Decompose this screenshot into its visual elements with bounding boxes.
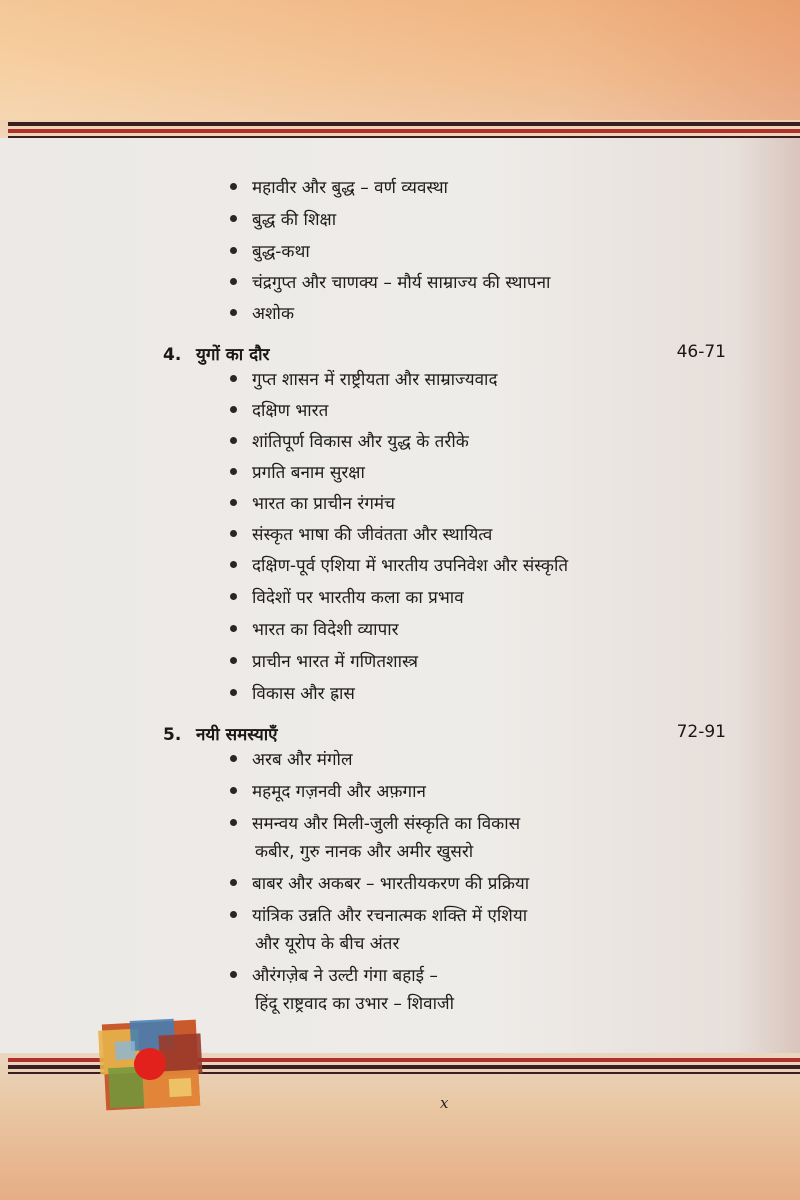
bullet-icon <box>230 183 237 190</box>
bullet-icon <box>230 437 237 444</box>
bullet-icon <box>230 593 237 600</box>
list-item: गुप्त शासन में राष्ट्रीयता और साम्राज्यवाद <box>230 370 498 390</box>
list-item: यांत्रिक उन्नति और रचनात्मक शक्ति में एशिया <box>230 906 527 926</box>
bullet-icon <box>230 879 237 886</box>
page-number: x <box>440 1094 449 1112</box>
chapter-5-heading: 5. नयी समस्याएँ <box>163 725 278 745</box>
bullet-icon <box>230 499 237 506</box>
bullet-icon <box>230 819 237 826</box>
bullet-icon <box>230 375 237 382</box>
bullet-icon <box>230 561 237 568</box>
decorative-collage-icon <box>96 1015 207 1114</box>
bullet-icon <box>230 309 237 316</box>
list-item: अशोक <box>230 304 294 324</box>
list-item-continuation: कबीर, गुरु नानक और अमीर खुसरो <box>255 842 474 862</box>
list-item: समन्वय और मिली-जुली संस्कृति का विकास <box>230 814 520 834</box>
bullet-icon <box>230 215 237 222</box>
list-item: बुद्ध-कथा <box>230 242 310 262</box>
list-item: शांतिपूर्ण विकास और युद्ध के तरीके <box>230 432 469 452</box>
list-item: बाबर और अकबर – भारतीयकरण की प्रक्रिया <box>230 874 529 894</box>
bullet-icon <box>230 247 237 254</box>
chapter-4-pages: 46-71 <box>676 342 726 362</box>
list-item: महमूद गज़नवी और अफ़गान <box>230 782 426 802</box>
bullet-icon <box>230 971 237 978</box>
bullet-icon <box>230 755 237 762</box>
list-item: विदेशों पर भारतीय कला का प्रभाव <box>230 588 464 608</box>
list-item: महावीर और बुद्ध – वर्ण व्यवस्था <box>230 178 448 198</box>
bullet-icon <box>230 787 237 794</box>
list-item-continuation: हिंदू राष्ट्रवाद का उभार – शिवाजी <box>255 994 455 1014</box>
bullet-icon <box>230 911 237 918</box>
list-item: संस्कृत भाषा की जीवंतता और स्थायित्व <box>230 525 492 545</box>
list-item: औरंगज़ेब ने उल्टी गंगा बहाई – <box>230 966 438 986</box>
list-item: दक्षिण भारत <box>230 401 328 421</box>
chapter-4-heading: 4. युगों का दौर <box>163 345 270 365</box>
list-item: भारत का प्राचीन रंगमंच <box>230 494 395 514</box>
bullet-icon <box>230 625 237 632</box>
list-item: प्रगति बनाम सुरक्षा <box>230 463 365 483</box>
chapter-5-pages: 72-91 <box>676 722 726 742</box>
bullet-icon <box>230 278 237 285</box>
bullet-icon <box>230 657 237 664</box>
list-item: प्राचीन भारत में गणितशास्त्र <box>230 652 418 672</box>
bullet-icon <box>230 406 237 413</box>
bullet-icon <box>230 468 237 475</box>
list-item: विकास और ह्रास <box>230 684 355 704</box>
bullet-icon <box>230 689 237 696</box>
bullet-icon <box>230 530 237 537</box>
list-item: दक्षिण-पूर्व एशिया में भारतीय उपनिवेश और संस्कृति <box>230 556 568 576</box>
list-item-continuation: और यूरोप के बीच अंतर <box>255 934 400 954</box>
list-item: बुद्ध की शिक्षा <box>230 210 336 230</box>
list-item: चंद्रगुप्त और चाणक्य – मौर्य साम्राज्य की स्थापना <box>230 273 550 293</box>
list-item: भारत का विदेशी व्यापार <box>230 620 399 640</box>
list-item: अरब और मंगोल <box>230 750 352 770</box>
